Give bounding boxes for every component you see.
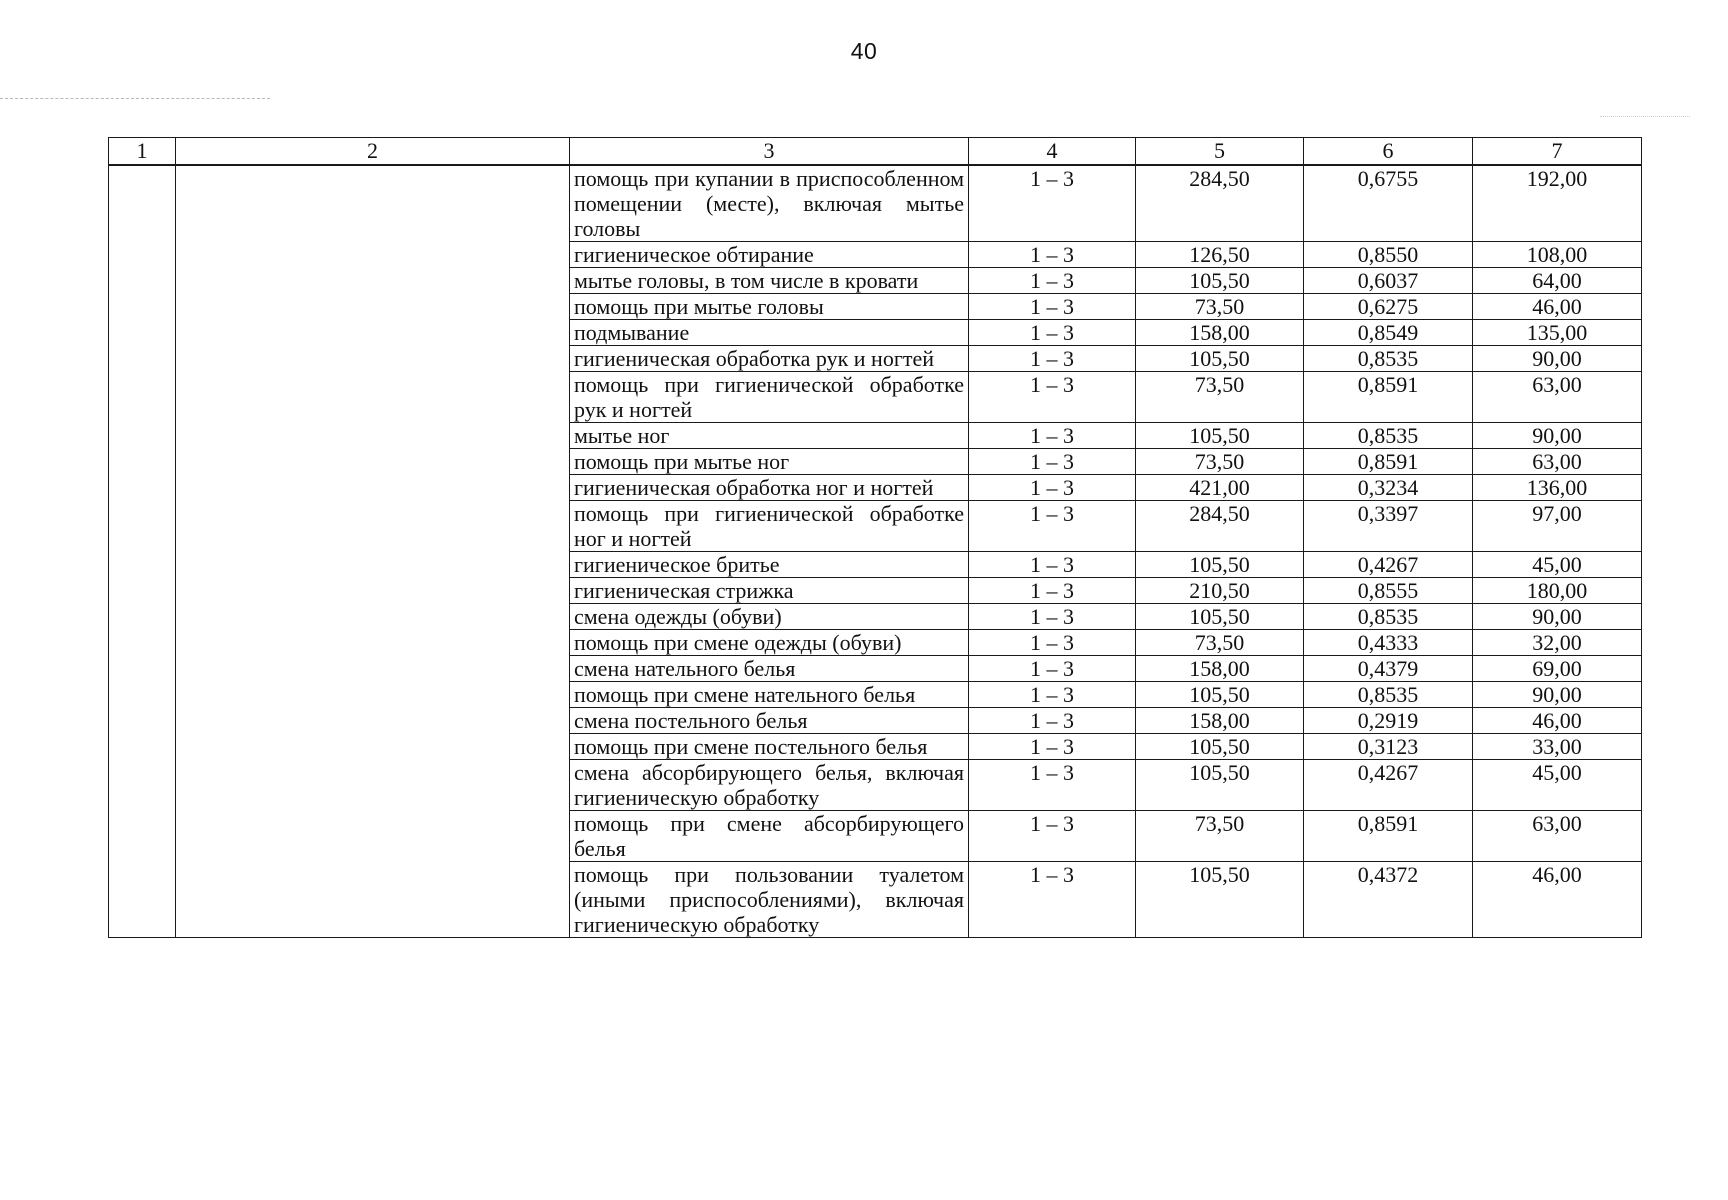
column-4-cell: 1 – 3 [969, 501, 1136, 552]
column-5-cell: 126,50 [1136, 242, 1304, 268]
column-5-cell: 73,50 [1136, 294, 1304, 320]
column-6-cell: 0,8555 [1304, 578, 1473, 604]
column-5-cell: 73,50 [1136, 372, 1304, 423]
column-4-cell: 1 – 3 [969, 346, 1136, 372]
page-number: 40 [850, 38, 878, 64]
column-4-cell: 1 – 3 [969, 682, 1136, 708]
column-5-cell: 105,50 [1136, 862, 1304, 938]
column-1-cell-empty [109, 165, 176, 938]
column-7-cell: 45,00 [1473, 552, 1642, 578]
column-7-cell: 46,00 [1473, 294, 1642, 320]
scan-artifact-line [1600, 116, 1690, 117]
column-7-cell: 90,00 [1473, 682, 1642, 708]
column-7-cell: 90,00 [1473, 346, 1642, 372]
column-header-4: 4 [969, 138, 1136, 166]
column-7-cell: 192,00 [1473, 165, 1642, 242]
column-5-cell: 105,50 [1136, 760, 1304, 811]
column-4-cell: 1 – 3 [969, 578, 1136, 604]
column-2-cell-empty [176, 165, 570, 938]
column-4-cell: 1 – 3 [969, 760, 1136, 811]
service-name-cell: помощь при смене нательного белья [570, 682, 969, 708]
column-header-1: 1 [109, 138, 176, 166]
table-row [109, 165, 1642, 242]
column-4-cell: 1 – 3 [969, 811, 1136, 862]
column-4-cell: 1 – 3 [969, 294, 1136, 320]
column-4-cell: 1 – 3 [969, 268, 1136, 294]
service-name-cell: мытье головы, в том числе в кровати [570, 268, 969, 294]
column-7-cell: 108,00 [1473, 242, 1642, 268]
column-4-cell: 1 – 3 [969, 656, 1136, 682]
column-4-cell: 1 – 3 [969, 734, 1136, 760]
column-7-cell: 46,00 [1473, 862, 1642, 938]
column-4-cell: 1 – 3 [969, 630, 1136, 656]
service-name-cell: гигиеническое обтирание [570, 242, 969, 268]
column-6-cell: 0,8535 [1304, 604, 1473, 630]
column-5-cell: 105,50 [1136, 423, 1304, 449]
column-5-cell: 105,50 [1136, 552, 1304, 578]
column-4-cell: 1 – 3 [969, 242, 1136, 268]
column-7-cell: 46,00 [1473, 708, 1642, 734]
column-6-cell: 0,8535 [1304, 346, 1473, 372]
column-4-cell: 1 – 3 [969, 604, 1136, 630]
column-7-cell: 97,00 [1473, 501, 1642, 552]
column-header-6: 6 [1304, 138, 1473, 166]
service-name-cell: помощь при смене постельного белья [570, 734, 969, 760]
column-5-cell: 158,00 [1136, 656, 1304, 682]
column-4-cell: 1 – 3 [969, 552, 1136, 578]
column-6-cell: 0,8591 [1304, 372, 1473, 423]
service-name-cell: помощь при гигиенической обработке рук и ногтей [570, 372, 969, 423]
service-name-cell: гигиеническое бритье [570, 552, 969, 578]
column-header-3: 3 [570, 138, 969, 166]
column-5-cell: 73,50 [1136, 630, 1304, 656]
column-5-cell: 105,50 [1136, 346, 1304, 372]
column-5-cell: 158,00 [1136, 708, 1304, 734]
column-5-cell: 105,50 [1136, 682, 1304, 708]
column-4-cell: 1 – 3 [969, 320, 1136, 346]
column-5-cell: 158,00 [1136, 320, 1304, 346]
column-7-cell: 135,00 [1473, 320, 1642, 346]
column-6-cell: 0,8550 [1304, 242, 1473, 268]
column-7-cell: 63,00 [1473, 372, 1642, 423]
column-6-cell: 0,4379 [1304, 656, 1473, 682]
column-5-cell: 210,50 [1136, 578, 1304, 604]
column-4-cell: 1 – 3 [969, 862, 1136, 938]
column-header-7: 7 [1473, 138, 1642, 166]
table-header [109, 138, 1642, 166]
service-name-cell: подмывание [570, 320, 969, 346]
column-7-cell: 90,00 [1473, 604, 1642, 630]
column-7-cell: 33,00 [1473, 734, 1642, 760]
tariff-table [108, 137, 1642, 938]
column-6-cell: 0,4372 [1304, 862, 1473, 938]
service-name-cell: мытье ног [570, 423, 969, 449]
service-name-cell: гигиеническая стрижка [570, 578, 969, 604]
header-row [109, 138, 1642, 166]
column-6-cell: 0,8591 [1304, 811, 1473, 862]
service-name-cell: помощь при мытье ног [570, 449, 969, 475]
column-6-cell: 0,4267 [1304, 760, 1473, 811]
column-6-cell: 0,3234 [1304, 475, 1473, 501]
column-header-2: 2 [176, 138, 570, 166]
table-body [109, 165, 1642, 938]
column-4-cell: 1 – 3 [969, 475, 1136, 501]
column-7-cell: 64,00 [1473, 268, 1642, 294]
column-6-cell: 0,4333 [1304, 630, 1473, 656]
column-header-5: 5 [1136, 138, 1304, 166]
column-5-cell: 105,50 [1136, 268, 1304, 294]
service-name-cell: помощь при смене одежды (обуви) [570, 630, 969, 656]
service-name-cell: смена нательного белья [570, 656, 969, 682]
service-name-cell: смена одежды (обуви) [570, 604, 969, 630]
column-6-cell: 0,2919 [1304, 708, 1473, 734]
service-name-cell: помощь при гигиенической обработке ног и ногтей [570, 501, 969, 552]
service-name-cell: гигиеническая обработка ног и ногтей [570, 475, 969, 501]
column-7-cell: 90,00 [1473, 423, 1642, 449]
column-6-cell: 0,8591 [1304, 449, 1473, 475]
column-5-cell: 73,50 [1136, 449, 1304, 475]
column-5-cell: 284,50 [1136, 501, 1304, 552]
column-4-cell: 1 – 3 [969, 372, 1136, 423]
column-5-cell: 105,50 [1136, 734, 1304, 760]
column-4-cell: 1 – 3 [969, 708, 1136, 734]
column-4-cell: 1 – 3 [969, 449, 1136, 475]
service-name-cell: помощь при мытье головы [570, 294, 969, 320]
service-name-cell: помощь при смене абсорбирующего белья [570, 811, 969, 862]
column-5-cell: 105,50 [1136, 604, 1304, 630]
column-5-cell: 73,50 [1136, 811, 1304, 862]
service-name-cell: смена абсорбирующего белья, включая гигиеническую обработку [570, 760, 969, 811]
column-7-cell: 63,00 [1473, 449, 1642, 475]
column-7-cell: 63,00 [1473, 811, 1642, 862]
service-name-cell: гигиеническая обработка рук и ногтей [570, 346, 969, 372]
column-4-cell: 1 – 3 [969, 423, 1136, 449]
column-6-cell: 0,6037 [1304, 268, 1473, 294]
column-6-cell: 0,4267 [1304, 552, 1473, 578]
column-7-cell: 69,00 [1473, 656, 1642, 682]
column-5-cell: 284,50 [1136, 165, 1304, 242]
column-5-cell: 421,00 [1136, 475, 1304, 501]
service-name-cell: помощь при пользовании туалетом (иными приспособлениями), включая гигиеническую обработку [570, 862, 969, 938]
column-6-cell: 0,8549 [1304, 320, 1473, 346]
scan-artifact-line [0, 98, 270, 99]
column-7-cell: 32,00 [1473, 630, 1642, 656]
column-7-cell: 45,00 [1473, 760, 1642, 811]
service-name-cell: смена постельного белья [570, 708, 969, 734]
column-7-cell: 136,00 [1473, 475, 1642, 501]
column-7-cell: 180,00 [1473, 578, 1642, 604]
service-name-cell: помощь при купании в приспособленном помещении (месте), включая мытье головы [570, 165, 969, 242]
column-6-cell: 0,3123 [1304, 734, 1473, 760]
column-6-cell: 0,8535 [1304, 682, 1473, 708]
column-6-cell: 0,8535 [1304, 423, 1473, 449]
column-4-cell: 1 – 3 [969, 165, 1136, 242]
column-6-cell: 0,6275 [1304, 294, 1473, 320]
column-6-cell: 0,3397 [1304, 501, 1473, 552]
column-6-cell: 0,6755 [1304, 165, 1473, 242]
